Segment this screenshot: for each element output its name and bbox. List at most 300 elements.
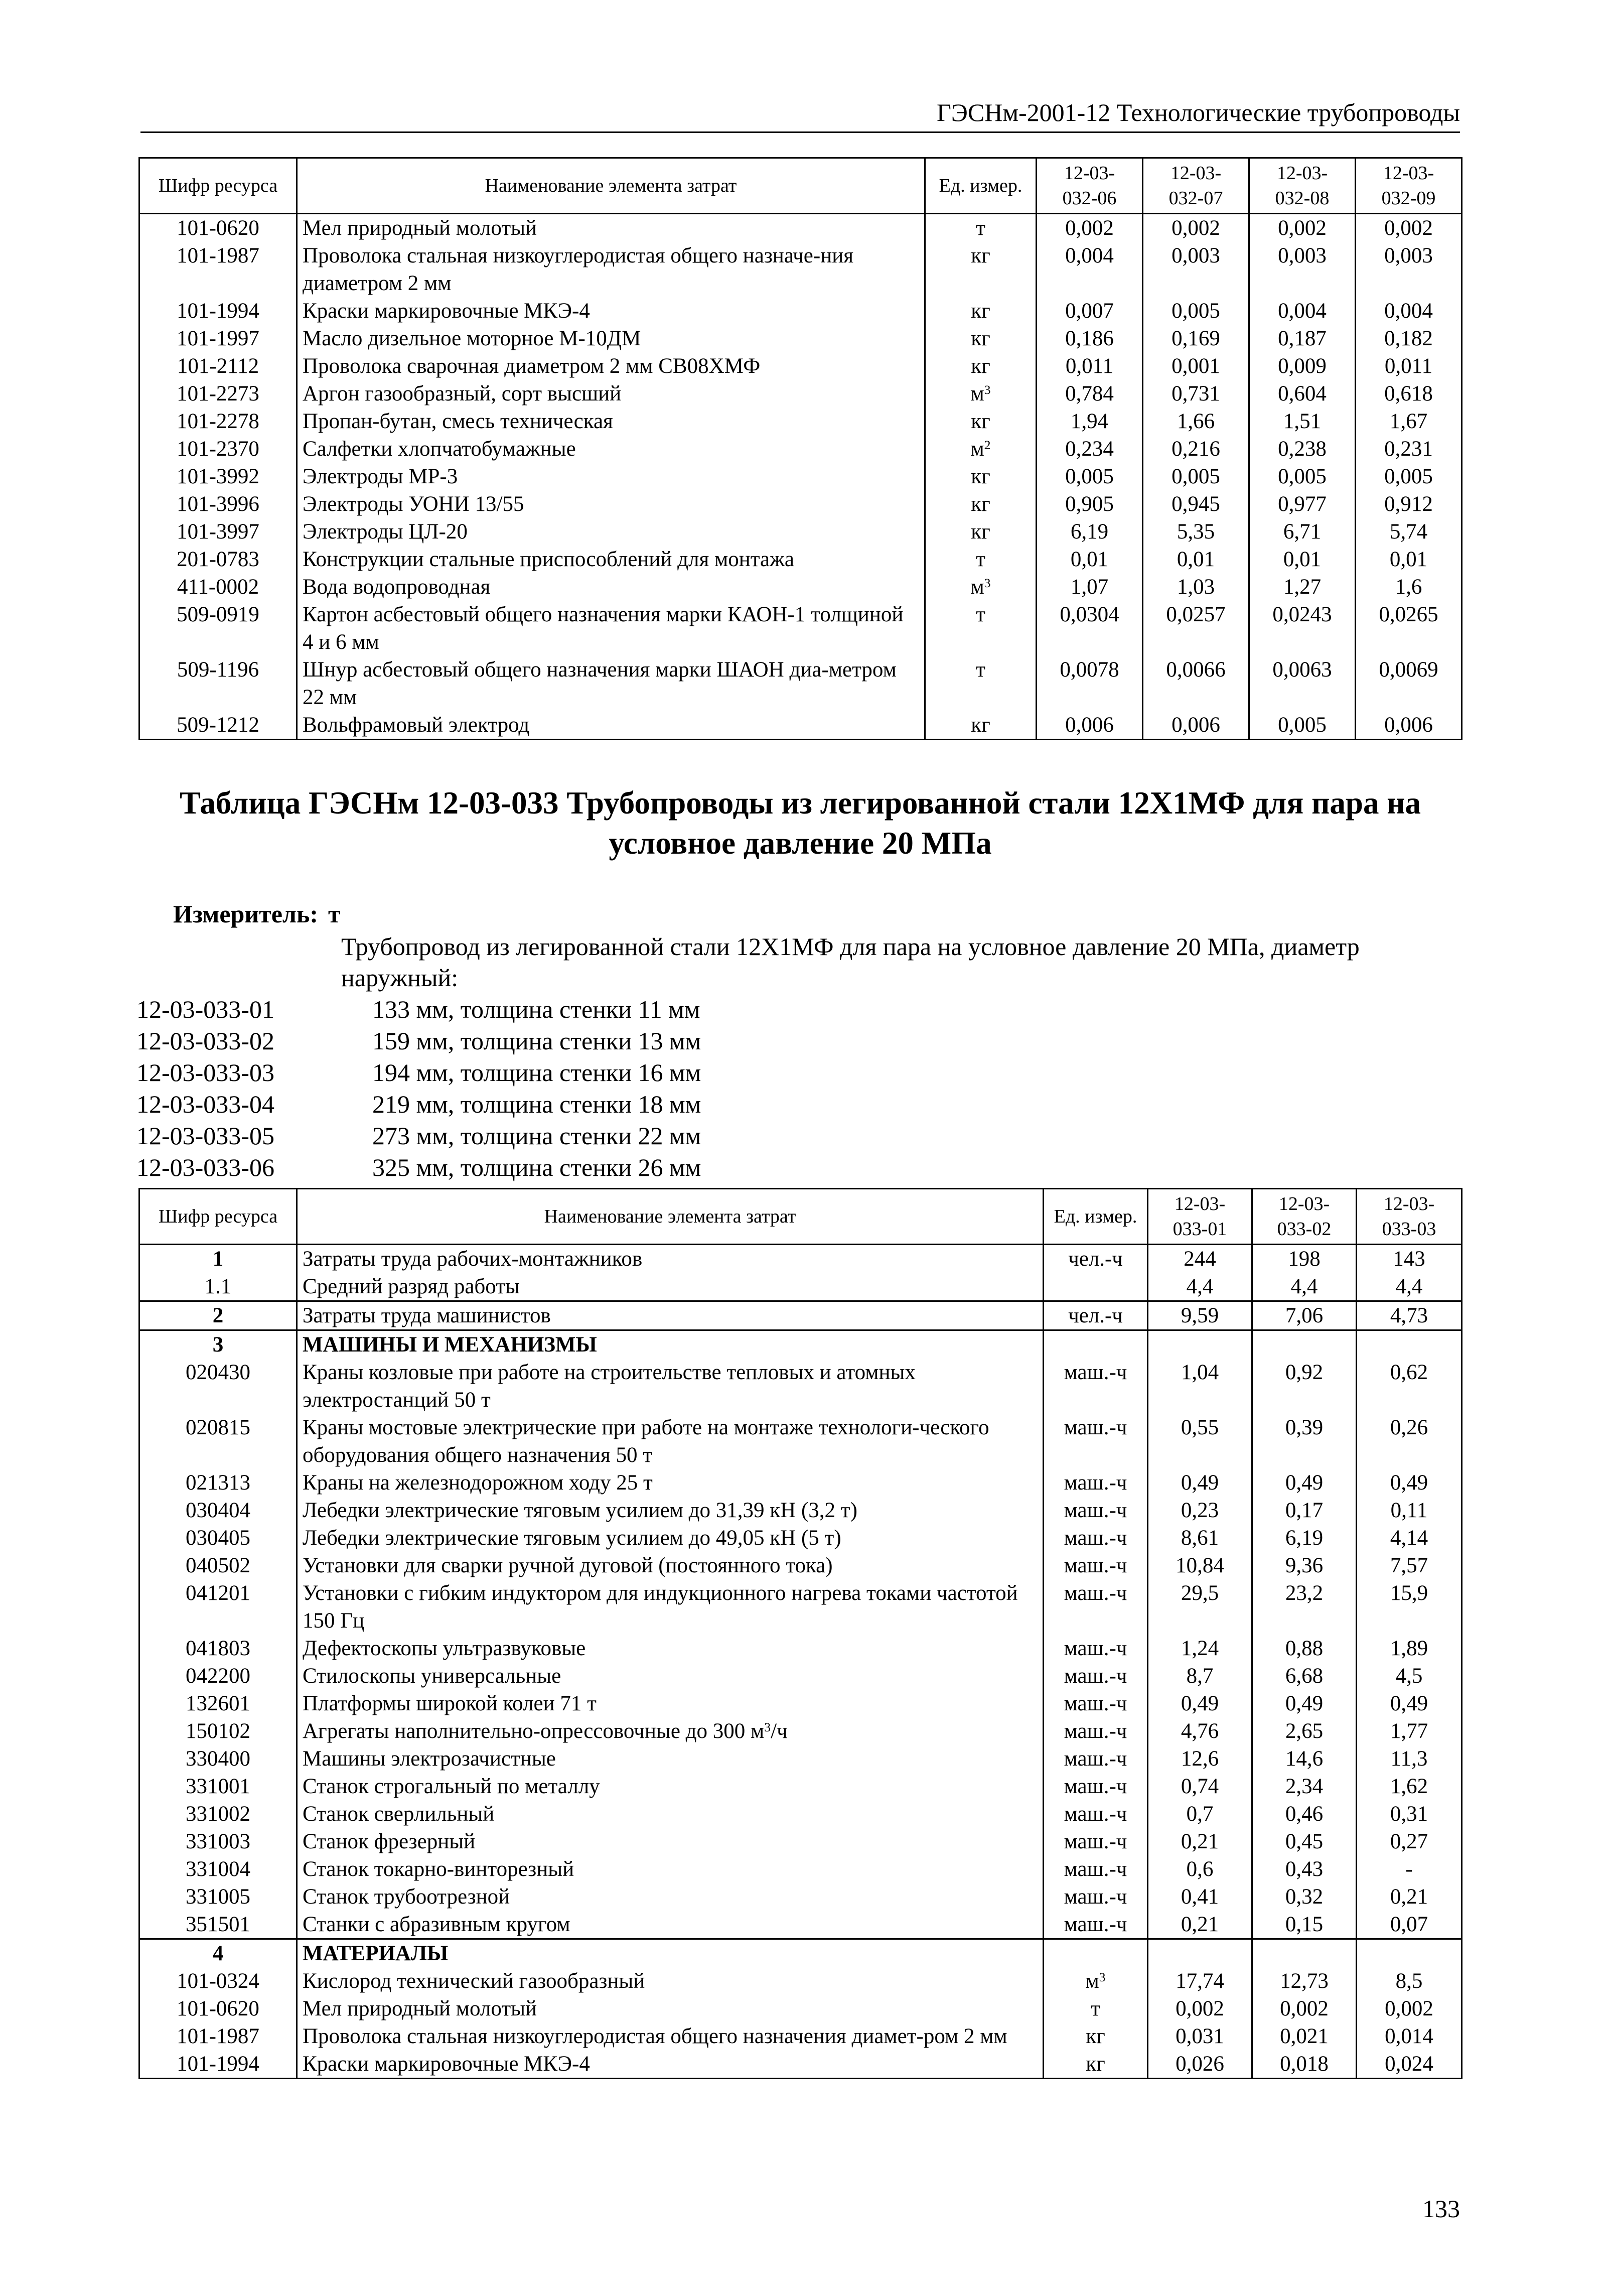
cost-element-text: Мел природный молотый [303, 216, 537, 240]
norm-value: 0,43 [1252, 1855, 1357, 1883]
unit-of-measure [1044, 1273, 1148, 1301]
column-header-cost-element: Наименование элемента затрат [297, 158, 925, 214]
unit-text: м [970, 575, 984, 599]
norm-value: 11,3 [1357, 1745, 1462, 1773]
norm-value: 1,27 [1249, 573, 1356, 601]
table-row [139, 573, 1462, 601]
unit-of-measure [925, 214, 1037, 242]
cost-element-name [297, 601, 925, 656]
norm-variant [136, 994, 701, 1025]
unit-text: маш.-ч [1064, 1692, 1127, 1715]
cost-element-text-tail: /ч [771, 1719, 788, 1743]
norm-variant-text: 133 мм, толщина стенки 11 мм [372, 995, 700, 1023]
cost-element-text: Затраты труда машинистов [303, 1304, 551, 1327]
resources-table-032 [138, 157, 1462, 740]
cost-element-name [297, 435, 925, 463]
cost-element-text: Вода водопроводная [303, 575, 491, 599]
table-row [139, 1662, 1462, 1690]
measure-unit [173, 898, 341, 929]
cost-element-name [297, 490, 925, 518]
norm-value: 0,0078 [1037, 656, 1143, 711]
unit-text: кг [971, 465, 990, 488]
norm-value: 0,024 [1357, 2050, 1462, 2079]
cost-element-text: Шнур асбестовый общего назначения марки ШАОН диа-метром 22 мм [303, 658, 897, 709]
cost-element-text: Средний разряд работы [303, 1275, 520, 1298]
norm-variant-code: 12-03-033-04 [136, 1090, 274, 1118]
norm-value: 0,002 [1357, 1995, 1462, 2022]
norm-value: 0,002 [1148, 1995, 1252, 2022]
cost-element-text: Масло дизельное моторное М-10ДМ [303, 327, 641, 350]
norm-value: 4,4 [1252, 1273, 1357, 1301]
norm-value: 10,84 [1148, 1552, 1252, 1579]
cost-element-name [297, 1273, 1044, 1301]
cost-element-name [297, 1855, 1044, 1883]
unit-of-measure [925, 490, 1037, 518]
table-row [139, 490, 1462, 518]
unit-text: м [1085, 1969, 1099, 1993]
superscript: 2 [984, 438, 991, 453]
cost-element-name [297, 1469, 1044, 1497]
cost-element-text: Стилоскопы универсальные [303, 1664, 561, 1688]
norm-value: 9,59 [1148, 1301, 1252, 1330]
unit-text: кг [1086, 2052, 1105, 2076]
unit-text: кг [971, 244, 990, 267]
norm-value: 0,021 [1252, 2022, 1357, 2050]
unit-text: кг [971, 299, 990, 323]
norm-value: 0,62 [1357, 1359, 1462, 1414]
cost-element-text: Затраты труда рабочих-монтажников [303, 1247, 643, 1271]
norm-value: 0,187 [1249, 325, 1356, 352]
cost-element-text: Агрегаты наполнительно-опрессовочные до 300 м [303, 1719, 765, 1743]
unit-text: маш.-ч [1064, 1885, 1127, 1909]
cost-element-text: Краны козловые при работе на строительстве тепловых и атомных электростанций 50 т [303, 1361, 916, 1412]
resource-code: 040502 [139, 1552, 297, 1579]
norm-value: 9,36 [1252, 1552, 1357, 1579]
table-row [139, 352, 1462, 380]
norm-value [1357, 1939, 1462, 1968]
resource-code: 020815 [139, 1414, 297, 1469]
norm-value: 2,65 [1252, 1717, 1357, 1745]
norm-value: 6,19 [1037, 518, 1143, 546]
unit-text: чел.-ч [1068, 1304, 1123, 1327]
norm-value: 0,01 [1249, 546, 1356, 573]
unit-of-measure [925, 711, 1037, 740]
norm-variant-text: 325 мм, толщина стенки 26 мм [372, 1153, 701, 1181]
norm-value: 0,45 [1252, 1828, 1357, 1855]
table-row [139, 1579, 1462, 1635]
cost-element-name [297, 242, 925, 297]
cost-element-text: Кислород технический газообразный [303, 1969, 645, 1993]
unit-text: маш.-ч [1064, 1526, 1127, 1550]
cost-element-name [297, 463, 925, 490]
cost-element-text: Краны на железнодорожном ходу 25 т [303, 1471, 653, 1495]
unit-text: маш.-ч [1064, 1581, 1127, 1605]
table-row [139, 1469, 1462, 1497]
resource-code: 101-1987 [139, 2022, 297, 2050]
norm-value: 0,004 [1356, 297, 1462, 325]
cost-element-name [297, 1524, 1044, 1552]
unit-text: маш.-ч [1064, 1416, 1127, 1439]
cost-element-name [297, 1911, 1044, 1939]
norm-value: 0,005 [1143, 463, 1249, 490]
norm-value: 0,39 [1252, 1414, 1357, 1469]
norm-value: 0,6 [1148, 1855, 1252, 1883]
norm-value: 0,0069 [1356, 656, 1462, 711]
cost-element-text: Вольфрамовый электрод [303, 713, 530, 737]
cost-element-name [297, 711, 925, 740]
norm-value: 0,011 [1037, 352, 1143, 380]
resource-code: 101-1994 [139, 2050, 297, 2079]
cost-element-name [297, 1552, 1044, 1579]
norm-value: 0,31 [1357, 1800, 1462, 1828]
table-header-row [139, 158, 1462, 214]
norm-value: 4,73 [1357, 1301, 1462, 1330]
unit-of-measure [1044, 1911, 1148, 1939]
cost-element-name [297, 546, 925, 573]
norm-value: 1,66 [1143, 408, 1249, 435]
cost-element-name [297, 2022, 1044, 2050]
norm-value: 0,005 [1143, 297, 1249, 325]
table-row [139, 463, 1462, 490]
table-row [139, 1414, 1462, 1469]
resource-code: 331002 [139, 1800, 297, 1828]
unit-text: кг [971, 713, 990, 737]
norm-variant-text: 194 мм, толщина стенки 16 мм [372, 1058, 701, 1087]
norm-value: 1,07 [1037, 573, 1143, 601]
norm-value: 0,49 [1357, 1690, 1462, 1717]
table-row [139, 1245, 1462, 1273]
cost-element-name [297, 1359, 1044, 1414]
norm-value [1148, 1939, 1252, 1968]
norm-value: 0,003 [1356, 242, 1462, 297]
cost-element-name [297, 1773, 1044, 1800]
table-header-row [139, 1189, 1462, 1245]
unit-text: маш.-ч [1064, 1361, 1127, 1384]
resource-code: 509-0919 [139, 601, 297, 656]
norm-variant [136, 1120, 701, 1152]
unit-text: кг [971, 520, 990, 544]
cost-element-name [297, 1662, 1044, 1690]
cost-element-name [297, 1497, 1044, 1524]
table-row [139, 1939, 1462, 1968]
unit-of-measure [1044, 1745, 1148, 1773]
column-header-norm: 12-03- 032-09 [1356, 158, 1462, 214]
table-row [139, 518, 1462, 546]
norm-value: 15,9 [1357, 1579, 1462, 1635]
norm-value: 0,006 [1037, 711, 1143, 740]
norm-value: 0,15 [1252, 1911, 1357, 1939]
measure-unit-value: т [328, 900, 341, 928]
cost-element-name [297, 352, 925, 380]
resource-code: 331004 [139, 1855, 297, 1883]
table-row [139, 546, 1462, 573]
unit-of-measure [1044, 1662, 1148, 1690]
cost-element-text: Станок токарно-винторезный [303, 1857, 574, 1881]
cost-element-name [297, 297, 925, 325]
table-title: Таблица ГЭСНм 12-03-033 Трубопроводы из легированной стали 12Х1МФ для пара на условное давление 20 МПа [179, 785, 1421, 861]
table-row [139, 1717, 1462, 1745]
resource-code: 101-3996 [139, 490, 297, 518]
norm-value: 0,17 [1252, 1497, 1357, 1524]
norm-value: 1,04 [1148, 1359, 1252, 1414]
unit-of-measure [1044, 1552, 1148, 1579]
unit-text: маш.-ч [1064, 1471, 1127, 1495]
unit-text: маш.-ч [1064, 1554, 1127, 1577]
cost-element-text: Станки с абразивным кругом [303, 1913, 570, 1936]
cost-element-text: МАШИНЫ И МЕХАНИЗМЫ [303, 1333, 597, 1357]
table-row [139, 1855, 1462, 1883]
resource-code: 1 [139, 1245, 297, 1273]
superscript: 3 [764, 1720, 771, 1735]
unit-text: м [970, 382, 984, 406]
table-row [139, 242, 1462, 297]
cost-element-name [297, 1745, 1044, 1773]
unit-of-measure [925, 518, 1037, 546]
cost-element-name [297, 1579, 1044, 1635]
norm-value: 0,41 [1148, 1883, 1252, 1911]
resource-code: 4 [139, 1939, 297, 1968]
norm-value: 0,07 [1357, 1911, 1462, 1939]
column-header-norm: 12-03- 032-06 [1037, 158, 1143, 214]
table-row [139, 325, 1462, 352]
unit-of-measure [1044, 1635, 1148, 1662]
unit-of-measure [1044, 1717, 1148, 1745]
table-row [139, 1883, 1462, 1911]
table-row [139, 408, 1462, 435]
unit-text: м [970, 437, 984, 461]
norm-value: 0,32 [1252, 1883, 1357, 1911]
norm-value: 0,002 [1356, 214, 1462, 242]
cost-element-text: Электроды УОНИ 13/55 [303, 492, 524, 516]
norm-value: 0,004 [1249, 297, 1356, 325]
resource-code: 101-2278 [139, 408, 297, 435]
resource-code: 132601 [139, 1690, 297, 1717]
norm-value: 0,006 [1143, 711, 1249, 740]
norm-value: 4,4 [1148, 1273, 1252, 1301]
table-row [139, 1690, 1462, 1717]
cost-element-text: Станок фрезерный [303, 1830, 476, 1853]
resource-code: 041803 [139, 1635, 297, 1662]
resource-code: 411-0002 [139, 573, 297, 601]
norm-variant-code: 12-03-033-05 [136, 1122, 274, 1150]
norm-value: 0,009 [1249, 352, 1356, 380]
table-row [139, 1773, 1462, 1800]
unit-of-measure [1044, 1939, 1148, 1968]
norm-value [1252, 1939, 1357, 1968]
measure-unit-label: Измеритель: [173, 900, 319, 928]
cost-element-text: Пропан-бутан, смесь техническая [303, 410, 613, 433]
norm-value: 0,002 [1252, 1995, 1357, 2022]
norm-value: 0,23 [1148, 1497, 1252, 1524]
unit-text: т [976, 658, 985, 682]
norm-value: 7,06 [1252, 1301, 1357, 1330]
norm-variant-code: 12-03-033-02 [136, 1027, 274, 1055]
cost-element-name [297, 2050, 1044, 2079]
unit-text: т [1091, 1997, 1100, 2020]
norm-value: 0,92 [1252, 1359, 1357, 1414]
cost-element-name [297, 1967, 1044, 1995]
unit-text: маш.-ч [1064, 1664, 1127, 1688]
norm-value: 12,6 [1148, 1745, 1252, 1773]
unit-text: маш.-ч [1064, 1747, 1127, 1771]
table-row [139, 435, 1462, 463]
norm-variant [136, 1025, 701, 1057]
norm-value: 0,0063 [1249, 656, 1356, 711]
table-row [139, 1635, 1462, 1662]
resource-code: 101-2273 [139, 380, 297, 408]
resource-code: 101-0620 [139, 1995, 297, 2022]
unit-text: чел.-ч [1068, 1247, 1123, 1271]
norm-value: 0,001 [1143, 352, 1249, 380]
table-row [139, 1800, 1462, 1828]
norm-value: 0,7 [1148, 1800, 1252, 1828]
norm-value: 244 [1148, 1245, 1252, 1273]
norm-value: 2,34 [1252, 1773, 1357, 1800]
unit-of-measure [925, 656, 1037, 711]
norm-variant-code: 12-03-033-06 [136, 1153, 274, 1181]
unit-text: кг [971, 492, 990, 516]
resource-code: 101-1987 [139, 242, 297, 297]
norm-variant-code: 12-03-033-03 [136, 1058, 274, 1087]
table-row [139, 1967, 1462, 1995]
norm-variant [136, 1057, 701, 1089]
cost-element-text: Проволока сварочная диаметром 2 мм СВ08ХМФ [303, 354, 761, 378]
norm-value: 0,169 [1143, 325, 1249, 352]
unit-of-measure [1044, 2022, 1148, 2050]
table-row [139, 380, 1462, 408]
norm-variant-text: 273 мм, толщина стенки 22 мм [372, 1122, 701, 1150]
cost-element-name [297, 1939, 1044, 1968]
norm-value: 6,19 [1252, 1524, 1357, 1552]
resource-code: 331003 [139, 1828, 297, 1855]
cost-element-name [297, 214, 925, 242]
norm-value: 0,002 [1037, 214, 1143, 242]
cost-element-text: Лебедки электрические тяговым усилием до 31,39 кН (3,2 т) [303, 1499, 857, 1522]
norm-value: 8,5 [1357, 1967, 1462, 1995]
cost-element-name [297, 1301, 1044, 1330]
cost-element-text: Машины электрозачистные [303, 1747, 556, 1771]
norm-value: 0,49 [1148, 1469, 1252, 1497]
norm-value: 29,5 [1148, 1579, 1252, 1635]
cost-element-text: Проволока стальная низкоуглеродистая общего назначе-ния диаметром 2 мм [303, 244, 854, 295]
norm-value: 1,94 [1037, 408, 1143, 435]
norm-value: 6,68 [1252, 1662, 1357, 1690]
cost-element-text: Станок сверлильный [303, 1802, 495, 1826]
cost-element-name [297, 1717, 1044, 1745]
norm-value: 0,003 [1143, 242, 1249, 297]
norm-value: 1,51 [1249, 408, 1356, 435]
unit-text: т [976, 603, 985, 626]
superscript: 3 [984, 382, 991, 397]
table-row [139, 656, 1462, 711]
resource-code: 1.1 [139, 1273, 297, 1301]
resource-code: 101-0620 [139, 214, 297, 242]
unit-of-measure [1044, 1301, 1148, 1330]
unit-of-measure [1044, 2050, 1148, 2079]
column-header-norm: 12-03- 033-02 [1252, 1189, 1357, 1245]
unit-of-measure [925, 435, 1037, 463]
page-number: 133 [1422, 2195, 1460, 2223]
unit-of-measure [1044, 1414, 1148, 1469]
norm-value: 0,003 [1249, 242, 1356, 297]
norm-value: 0,46 [1252, 1800, 1357, 1828]
column-header-norm: 12-03- 032-07 [1143, 158, 1249, 214]
norm-value: 4,76 [1148, 1717, 1252, 1745]
cost-element-name [297, 1414, 1044, 1469]
unit-of-measure [1044, 1828, 1148, 1855]
table-row [139, 1359, 1462, 1414]
resource-code: 021313 [139, 1469, 297, 1497]
table-body [139, 214, 1462, 740]
unit-of-measure [1044, 1883, 1148, 1911]
norm-value: 0,0304 [1037, 601, 1143, 656]
cost-element-name [297, 1800, 1044, 1828]
norm-value: 14,6 [1252, 1745, 1357, 1773]
norm-value: 0,49 [1148, 1690, 1252, 1717]
norm-value: 0,26 [1357, 1414, 1462, 1469]
norm-value [1357, 1330, 1462, 1359]
unit-of-measure [1044, 1524, 1148, 1552]
resource-code: 101-1997 [139, 325, 297, 352]
norm-value: 0,27 [1357, 1828, 1462, 1855]
norm-value: 0,01 [1143, 546, 1249, 573]
unit-text: кг [1086, 2024, 1105, 2048]
norm-value: 0,005 [1356, 463, 1462, 490]
unit-text: кг [971, 354, 990, 378]
unit-text: маш.-ч [1064, 1802, 1127, 1826]
norm-value: 0,945 [1143, 490, 1249, 518]
norm-value: 5,35 [1143, 518, 1249, 546]
norm-value: 0,018 [1252, 2050, 1357, 2079]
unit-of-measure [1044, 1967, 1148, 1995]
resource-code: 509-1196 [139, 656, 297, 711]
resource-code: 330400 [139, 1745, 297, 1773]
norm-value: 1,67 [1356, 408, 1462, 435]
norm-variant-text: 219 мм, толщина стенки 18 мм [372, 1090, 701, 1118]
norm-value: 0,014 [1357, 2022, 1462, 2050]
column-header-unit: Ед. измер. [925, 158, 1037, 214]
resource-code: 101-1994 [139, 297, 297, 325]
unit-of-measure [925, 380, 1037, 408]
resource-code: 3 [139, 1330, 297, 1359]
norm-value: 0,002 [1249, 214, 1356, 242]
unit-text: маш.-ч [1064, 1830, 1127, 1853]
header-rule [140, 131, 1460, 133]
norm-value: 0,21 [1357, 1883, 1462, 1911]
norm-value: 1,89 [1357, 1635, 1462, 1662]
norm-value: - [1357, 1855, 1462, 1883]
unit-of-measure [1044, 1690, 1148, 1717]
norm-value: 0,977 [1249, 490, 1356, 518]
resource-code: 020430 [139, 1359, 297, 1414]
norm-value: 0,004 [1037, 242, 1143, 297]
table-row [139, 1911, 1462, 1939]
norm-value: 0,234 [1037, 435, 1143, 463]
norm-value: 0,618 [1356, 380, 1462, 408]
unit-of-measure [1044, 1995, 1148, 2022]
cost-element-name [297, 380, 925, 408]
unit-text: кг [971, 410, 990, 433]
norm-value: 0,49 [1252, 1469, 1357, 1497]
resource-code: 331001 [139, 1773, 297, 1800]
resource-code: 101-0324 [139, 1967, 297, 1995]
resource-code: 101-3992 [139, 463, 297, 490]
norm-value: 0,007 [1037, 297, 1143, 325]
norm-value: 143 [1357, 1245, 1462, 1273]
norm-value: 0,74 [1148, 1773, 1252, 1800]
resource-code: 201-0783 [139, 546, 297, 573]
superscript: 3 [1099, 1970, 1106, 1985]
